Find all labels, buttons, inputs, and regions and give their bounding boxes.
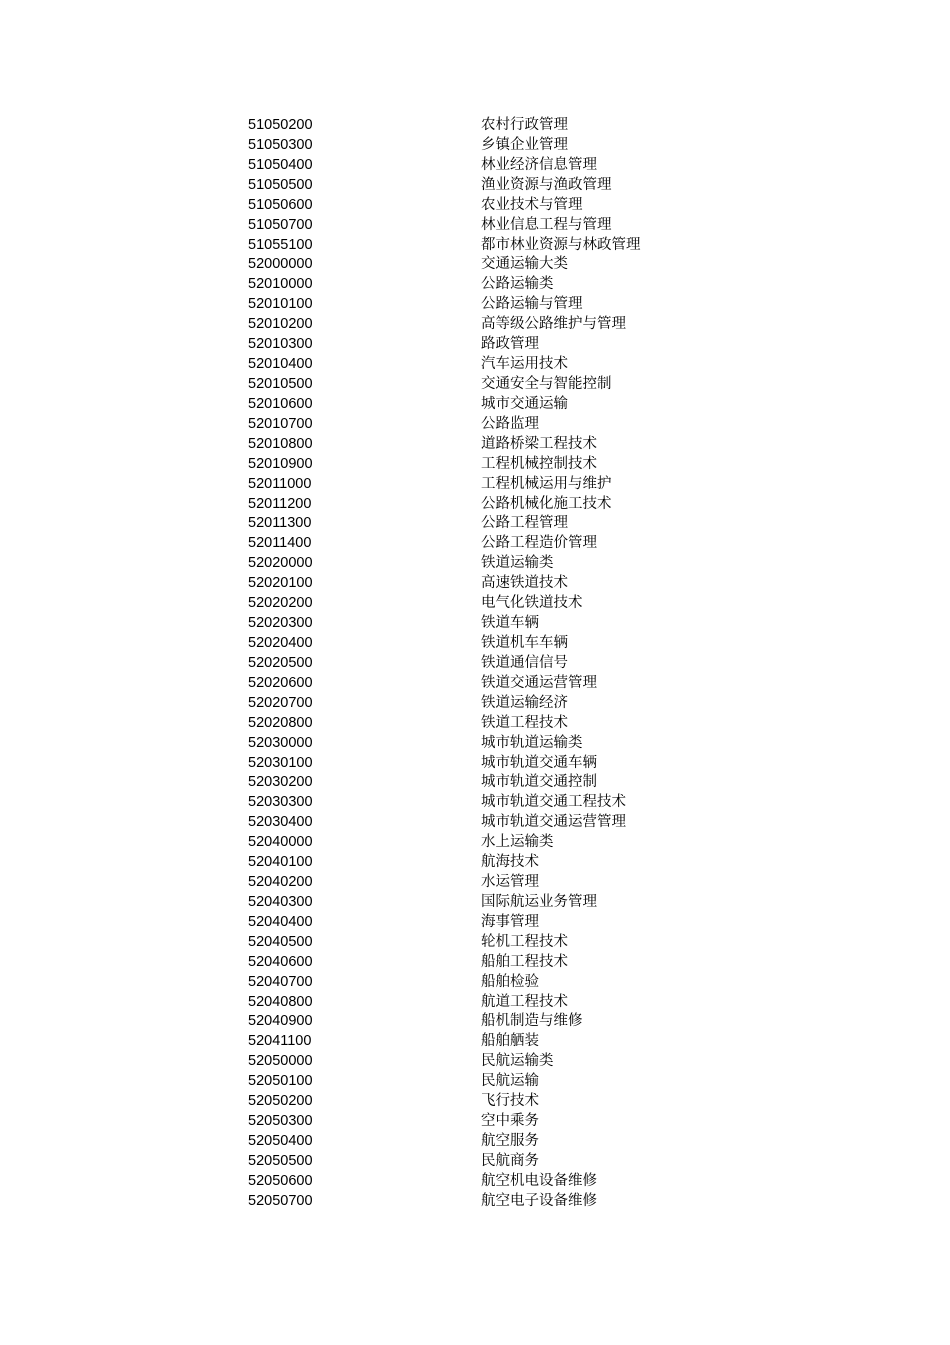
row-name: 公路运输与管理 (481, 296, 583, 313)
table-row (0, 574, 950, 594)
row-code: 52040300 (248, 893, 313, 910)
row-name: 铁道运输经济 (481, 694, 568, 711)
row-code: 52010600 (248, 395, 313, 412)
row-code: 52020700 (248, 694, 313, 711)
row-name: 公路运输类 (481, 276, 554, 293)
row-name: 城市轨道交通车辆 (481, 754, 597, 771)
table-row (0, 216, 950, 236)
row-code: 52050600 (248, 1172, 313, 1189)
row-name: 飞行技术 (481, 1093, 539, 1110)
row-code: 52030100 (248, 754, 313, 771)
table-row (0, 236, 950, 256)
table-row (0, 873, 950, 893)
row-name: 轮机工程技术 (481, 933, 568, 950)
row-code: 52010000 (248, 276, 313, 293)
row-name: 航海技术 (481, 854, 539, 871)
row-code: 52020300 (248, 615, 313, 632)
row-name: 空中乘务 (481, 1113, 539, 1130)
row-name: 农村行政管理 (481, 117, 568, 133)
row-code: 52020500 (248, 654, 313, 671)
row-name: 水运管理 (481, 874, 539, 891)
table-row (0, 176, 950, 196)
row-code: 52030300 (248, 794, 313, 811)
table-row (0, 793, 950, 813)
row-code: 51050700 (248, 216, 313, 233)
table-row (0, 1072, 950, 1092)
row-code: 52040700 (248, 973, 313, 990)
row-code: 52020600 (248, 674, 313, 691)
table-row (0, 475, 950, 495)
row-code: 52011300 (248, 515, 312, 532)
table-row (0, 594, 950, 614)
row-name: 铁道通信信号 (481, 654, 568, 671)
table-row (0, 1152, 950, 1172)
table-row (0, 893, 950, 913)
row-code: 52011400 (248, 535, 312, 552)
table-row (0, 1052, 950, 1072)
row-code: 51050200 (248, 117, 313, 133)
row-name: 航空电子设备维修 (481, 1192, 597, 1209)
row-code: 52030000 (248, 734, 313, 751)
table-row (0, 853, 950, 873)
row-code: 52010100 (248, 296, 313, 313)
row-code: 52050000 (248, 1053, 313, 1070)
row-name: 渔业资源与渔政管理 (481, 176, 612, 193)
row-code: 52040600 (248, 953, 313, 970)
table-row (0, 754, 950, 774)
row-code: 52000000 (248, 256, 313, 273)
row-code: 52010500 (248, 375, 313, 392)
row-code: 52010200 (248, 316, 313, 333)
table-row (0, 255, 950, 275)
row-name: 公路工程造价管理 (481, 535, 597, 552)
row-name: 公路监理 (481, 415, 539, 432)
row-name: 铁道运输类 (481, 555, 554, 572)
row-code: 52020000 (248, 555, 313, 572)
table-row (0, 813, 950, 833)
row-name: 铁道交通运营管理 (481, 674, 597, 691)
row-name: 民航运输 (481, 1073, 539, 1090)
row-name: 城市轨道交通工程技术 (481, 794, 626, 811)
table-row (0, 1112, 950, 1132)
row-code: 52011200 (248, 495, 312, 512)
row-code: 52040100 (248, 854, 313, 871)
row-name: 民航运输类 (481, 1053, 554, 1070)
table-row (0, 355, 950, 375)
table-row (0, 654, 950, 674)
row-name: 国际航运业务管理 (481, 893, 597, 910)
row-name: 铁道工程技术 (481, 714, 568, 731)
table-row (0, 156, 950, 176)
table-row (0, 1032, 950, 1052)
row-code: 52040200 (248, 874, 313, 891)
table-row (0, 136, 950, 156)
row-code: 52040500 (248, 933, 313, 950)
row-name: 林业经济信息管理 (481, 156, 597, 173)
row-code: 52050700 (248, 1192, 313, 1209)
table-row (0, 674, 950, 694)
row-code: 52010800 (248, 435, 313, 452)
row-code: 51050400 (248, 156, 313, 173)
table-row (0, 534, 950, 554)
table-row (0, 1172, 950, 1192)
row-name: 公路工程管理 (481, 515, 568, 532)
row-code: 52020200 (248, 595, 313, 612)
row-name: 高速铁道技术 (481, 575, 568, 592)
table-row (0, 1132, 950, 1152)
row-name: 汽车运用技术 (481, 356, 568, 373)
row-name: 城市轨道运输类 (481, 734, 583, 751)
row-name: 船舶检验 (481, 973, 539, 990)
table-row (0, 993, 950, 1013)
row-code: 52040800 (248, 993, 313, 1010)
row-name: 乡镇企业管理 (481, 136, 568, 153)
row-name: 农业技术与管理 (481, 196, 583, 213)
row-code: 52010400 (248, 356, 313, 373)
row-name: 铁道机车车辆 (481, 634, 568, 651)
table-row (0, 1012, 950, 1032)
row-name: 船机制造与维修 (481, 1013, 583, 1030)
table-row (0, 714, 950, 734)
table-row (0, 275, 950, 295)
row-name: 工程机械控制技术 (481, 455, 597, 472)
row-code: 52020400 (248, 634, 313, 651)
table-row (0, 913, 950, 933)
code-name-list (0, 116, 950, 1212)
table-row (0, 375, 950, 395)
row-name: 公路机械化施工技术 (481, 495, 612, 512)
row-name: 高等级公路维护与管理 (481, 316, 626, 333)
row-name: 道路桥梁工程技术 (481, 435, 597, 452)
table-row (0, 315, 950, 335)
table-row (0, 295, 950, 315)
table-row (0, 614, 950, 634)
row-name: 都市林业资源与林政管理 (481, 236, 641, 253)
table-row (0, 953, 950, 973)
row-code: 52050300 (248, 1113, 313, 1130)
row-code: 52040000 (248, 834, 313, 851)
row-name: 交通安全与智能控制 (481, 375, 612, 392)
table-row (0, 455, 950, 475)
row-code: 52010700 (248, 415, 313, 432)
row-name: 工程机械运用与维护 (481, 475, 612, 492)
row-code: 52030400 (248, 814, 313, 831)
row-code: 52020100 (248, 575, 313, 592)
row-code: 52030200 (248, 774, 313, 791)
table-row (0, 116, 950, 136)
row-code: 51050300 (248, 136, 313, 153)
row-name: 航道工程技术 (481, 993, 568, 1010)
row-name: 航空机电设备维修 (481, 1172, 597, 1189)
row-name: 城市轨道交通运营管理 (481, 814, 626, 831)
row-name: 铁道车辆 (481, 615, 539, 632)
row-code: 52010300 (248, 336, 313, 353)
row-name: 城市交通运输 (481, 395, 568, 412)
row-code: 52041100 (248, 1033, 312, 1050)
table-row (0, 973, 950, 993)
table-row (0, 833, 950, 853)
table-row (0, 514, 950, 534)
row-code: 51055100 (248, 236, 313, 253)
table-row (0, 415, 950, 435)
row-name: 海事管理 (481, 913, 539, 930)
table-row (0, 1192, 950, 1212)
row-code: 52010900 (248, 455, 313, 472)
row-name: 民航商务 (481, 1152, 539, 1169)
table-row (0, 694, 950, 714)
table-row (0, 435, 950, 455)
row-code: 52040900 (248, 1013, 313, 1030)
table-row (0, 933, 950, 953)
row-name: 航空服务 (481, 1133, 539, 1150)
row-name: 林业信息工程与管理 (481, 216, 612, 233)
row-code: 51050500 (248, 176, 313, 193)
table-row (0, 773, 950, 793)
row-code: 52040400 (248, 913, 313, 930)
row-name: 船舶舾装 (481, 1033, 539, 1050)
row-code: 51050600 (248, 196, 313, 213)
row-code: 52011000 (248, 475, 312, 492)
row-code: 52050200 (248, 1093, 313, 1110)
table-row (0, 734, 950, 754)
row-code: 52050400 (248, 1133, 313, 1150)
row-name: 船舶工程技术 (481, 953, 568, 970)
row-code: 52050100 (248, 1073, 313, 1090)
table-row (0, 495, 950, 515)
table-row (0, 335, 950, 355)
table-row (0, 196, 950, 216)
row-name: 电气化铁道技术 (481, 595, 583, 612)
row-code: 52020800 (248, 714, 313, 731)
row-name: 水上运输类 (481, 834, 554, 851)
row-name: 城市轨道交通控制 (481, 774, 597, 791)
table-row (0, 1092, 950, 1112)
table-row (0, 395, 950, 415)
row-name: 交通运输大类 (481, 256, 568, 273)
row-code: 52050500 (248, 1152, 313, 1169)
table-row (0, 634, 950, 654)
table-row (0, 554, 950, 574)
row-name: 路政管理 (481, 336, 539, 353)
